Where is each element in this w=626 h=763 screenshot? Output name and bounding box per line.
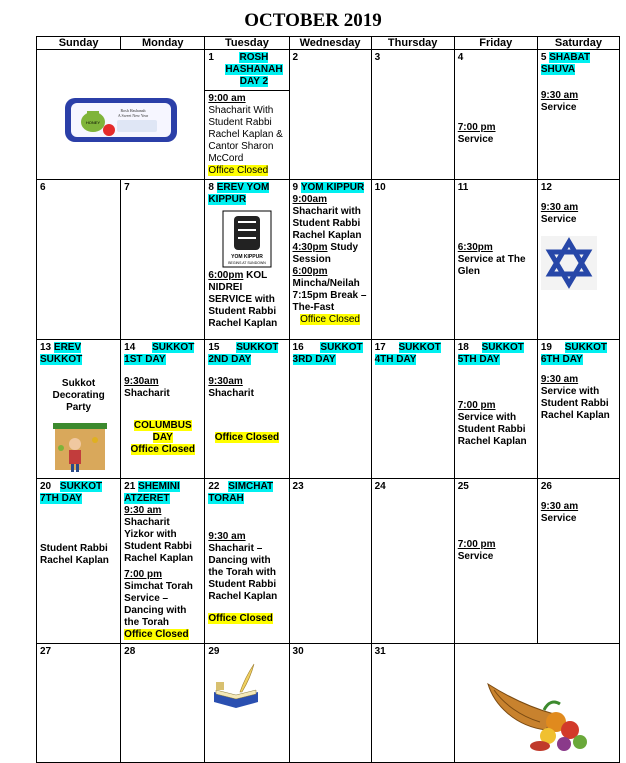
event-text: Student Rabbi Rachel Kaplan <box>40 543 109 566</box>
weekday-tuesday: Tuesday <box>205 37 289 50</box>
day-number: 22 <box>208 481 220 492</box>
event-title: SUKKOT 5TH DAY <box>457 342 524 365</box>
yom-kippur-image-sub: BEGINS AT SUNDOWN <box>228 261 266 265</box>
event-title: EREV SUKKOT <box>40 342 83 365</box>
day-number: 30 <box>292 646 304 657</box>
event-time: 9:30 am <box>540 202 579 213</box>
week-row <box>37 340 620 479</box>
day-cell <box>289 340 371 479</box>
event-time: 9:30 am <box>208 531 246 542</box>
event-title: SUKKOT 6TH DAY <box>540 342 607 365</box>
event-time: 9:30 am <box>124 505 162 516</box>
event-title: SIMCHAT TORAH <box>208 481 274 504</box>
day-cell <box>205 340 289 479</box>
event-title: EREV YOM KIPPUR <box>208 182 270 205</box>
day-number: 20 <box>40 481 52 492</box>
event-text: Service <box>540 214 577 225</box>
calendar-title: OCTOBER 2019 <box>244 10 382 31</box>
event-text: Service at The Glen <box>457 254 526 277</box>
week-row <box>37 50 620 180</box>
day-cell <box>371 340 454 479</box>
day-number: 15 <box>208 342 220 353</box>
day-number: 16 <box>292 342 304 353</box>
event-text: Mincha/Neilah 7:15pm Break – The-Fast <box>292 278 367 313</box>
day-cell <box>121 340 205 479</box>
weekday-wednesday: Wednesday <box>289 37 371 50</box>
day-cell <box>371 50 454 180</box>
event-text: Simchat Torah Service – Dancing with the Torah <box>124 581 193 628</box>
day-cell <box>454 180 537 340</box>
event-time: 6:00pm <box>208 270 244 281</box>
day-number: 21 <box>124 481 136 492</box>
cornucopia-image <box>484 664 594 760</box>
day-cell <box>37 340 121 479</box>
office-closed-badge: Office Closed <box>208 165 269 176</box>
day-number: 4 <box>457 52 464 63</box>
day-cell <box>537 479 619 644</box>
day-cell <box>205 180 289 340</box>
day-cell <box>37 479 121 644</box>
day-number: 18 <box>457 342 469 353</box>
day-number: 19 <box>540 342 552 353</box>
office-closed-badge: Office Closed <box>208 613 273 624</box>
day-cell <box>37 644 121 763</box>
day-number: 6 <box>40 182 46 193</box>
yom-kippur-image-label: YOM KIPPUR <box>231 254 263 260</box>
day-cell <box>289 479 371 644</box>
weekday-header-row <box>37 37 620 50</box>
day-number: 12 <box>540 182 552 193</box>
office-closed-badge: Office Closed <box>124 629 189 640</box>
honey-tray-cell <box>37 50 205 180</box>
office-closed-badge: Office Closed <box>300 314 360 325</box>
event-time: 9:00am <box>292 194 327 205</box>
event-time: 9:30 am <box>540 501 579 512</box>
event-time: 7:00 pm <box>457 122 496 133</box>
day-number: 1 <box>208 52 214 63</box>
day-cell <box>205 644 289 763</box>
day-cell <box>289 180 371 340</box>
event-text: Shacharit Yizkor with Student Rabbi Rachel Kaplan <box>124 517 194 564</box>
event-time: 9:30 am <box>540 374 579 385</box>
event-text: Service with Student Rabbi Rachel Kaplan <box>540 386 610 421</box>
event-text: Shacharit with Student Rabbi Rachel Kaplan <box>292 206 362 241</box>
event-time: 6:00pm <box>292 266 328 277</box>
event-title: SUKKOT 7TH DAY <box>40 481 103 504</box>
event-title: SUKKOT 2ND DAY <box>208 342 279 365</box>
day-cell <box>289 50 371 180</box>
event-text: Shacharit With Student Rabbi Rachel Kaplan & Cantor Sharon McCord <box>208 105 283 164</box>
event-text: Service <box>457 551 494 562</box>
event-text: Service <box>540 102 577 113</box>
day-number: 10 <box>374 182 386 193</box>
day-number: 31 <box>374 646 386 657</box>
holiday-label: COLUMBUS DAY <box>133 420 192 443</box>
day-cell <box>371 644 454 763</box>
event-time: 4:30pm <box>292 242 328 253</box>
sukkah-decorating-image <box>47 418 111 476</box>
event-text: KOL NIDREI SERVICE with Student Rabbi Rachel Kaplan <box>208 270 278 329</box>
week-row <box>37 479 620 644</box>
event-time: 9:30 am <box>540 90 579 101</box>
day-number: 11 <box>457 182 469 193</box>
weekday-thursday: Thursday <box>371 37 454 50</box>
calendar-grid <box>36 36 620 763</box>
event-title: SUKKOT 4TH DAY <box>374 342 441 365</box>
day-number: 13 <box>40 342 52 353</box>
day-cell <box>371 180 454 340</box>
day-cell <box>537 340 619 479</box>
day-cell <box>205 479 289 644</box>
day-number: 3 <box>374 52 381 63</box>
day-number: 9 <box>292 182 299 193</box>
day-number: 5 <box>540 52 547 63</box>
event-time: 9:30am <box>124 376 159 387</box>
office-closed-badge: Office Closed <box>214 432 280 443</box>
day-cell <box>454 340 537 479</box>
day-number: 26 <box>540 481 552 492</box>
event-time: 7:00 pm <box>457 539 496 550</box>
event-time: 9:00 am <box>208 93 246 104</box>
honey-tray-image <box>61 80 181 150</box>
day-number: 24 <box>374 481 386 492</box>
day-number: 8 <box>208 182 214 193</box>
event-time: 9:30am <box>208 376 243 387</box>
honey-jar-label: HONEY <box>85 119 100 125</box>
event-title: SUKKOT 3RD DAY <box>292 342 363 365</box>
torah-quill-image <box>210 662 262 710</box>
week-row <box>37 644 620 763</box>
cornucopia-cell <box>454 644 619 763</box>
event-time: 6:30pm <box>457 242 493 253</box>
event-text: Shacharit – Dancing with the Torah with Student Rabbi Rachel Kaplan <box>208 543 278 602</box>
event-title: SUKKOT 1ST DAY <box>124 342 195 365</box>
event-time: 7:00 pm <box>457 400 496 411</box>
day-cell <box>454 50 537 180</box>
event-text: Shacharit <box>208 388 254 399</box>
event-title: ROSH HASHANAH DAY 2 <box>225 52 283 87</box>
event-text: Shacharit <box>124 388 170 399</box>
event-title: YOM KIPPUR <box>300 182 365 193</box>
day-cell <box>205 50 289 180</box>
day-cell <box>371 479 454 644</box>
day-number: 25 <box>457 481 469 492</box>
weekday-sunday: Sunday <box>37 37 121 50</box>
office-closed-badge: Office Closed <box>130 444 195 455</box>
star-of-david-icon <box>541 236 597 290</box>
weekday-saturday: Saturday <box>537 37 619 50</box>
weekday-monday: Monday <box>121 37 205 50</box>
weekday-friday: Friday <box>454 37 537 50</box>
day-number: 2 <box>292 52 299 63</box>
event-text: Study Session <box>292 242 359 265</box>
day-number: 23 <box>292 481 304 492</box>
day-cell <box>121 644 205 763</box>
day-cell <box>537 50 619 180</box>
event-text: Service <box>540 513 577 524</box>
day-number: 14 <box>124 342 136 353</box>
day-cell <box>289 644 371 763</box>
day-number: 27 <box>40 646 52 657</box>
event-time: 7:00 pm <box>124 569 162 580</box>
day-number: 17 <box>374 342 386 353</box>
event-text: Service with Student Rabbi Rachel Kaplan <box>457 412 527 447</box>
day-number: 28 <box>124 646 136 657</box>
yom-kippur-image <box>222 210 272 268</box>
event-text: Service <box>457 134 494 145</box>
day-cell <box>37 180 121 340</box>
tray-text-line2: A Sweet New Year <box>117 112 148 118</box>
event-title: SHEMINI ATZERET <box>124 481 180 504</box>
tray-text-line1: Rosh Hashanah <box>120 107 146 113</box>
day-number: 29 <box>208 646 220 657</box>
week-row <box>37 180 620 340</box>
day-cell <box>121 479 205 644</box>
day-cell <box>537 180 619 340</box>
event-text: Sukkot Decorating Party <box>52 378 105 413</box>
day-cell <box>454 479 537 644</box>
event-title: SHABAT SHUVA <box>540 52 591 75</box>
day-number: 7 <box>124 182 130 193</box>
day-cell <box>121 180 205 340</box>
